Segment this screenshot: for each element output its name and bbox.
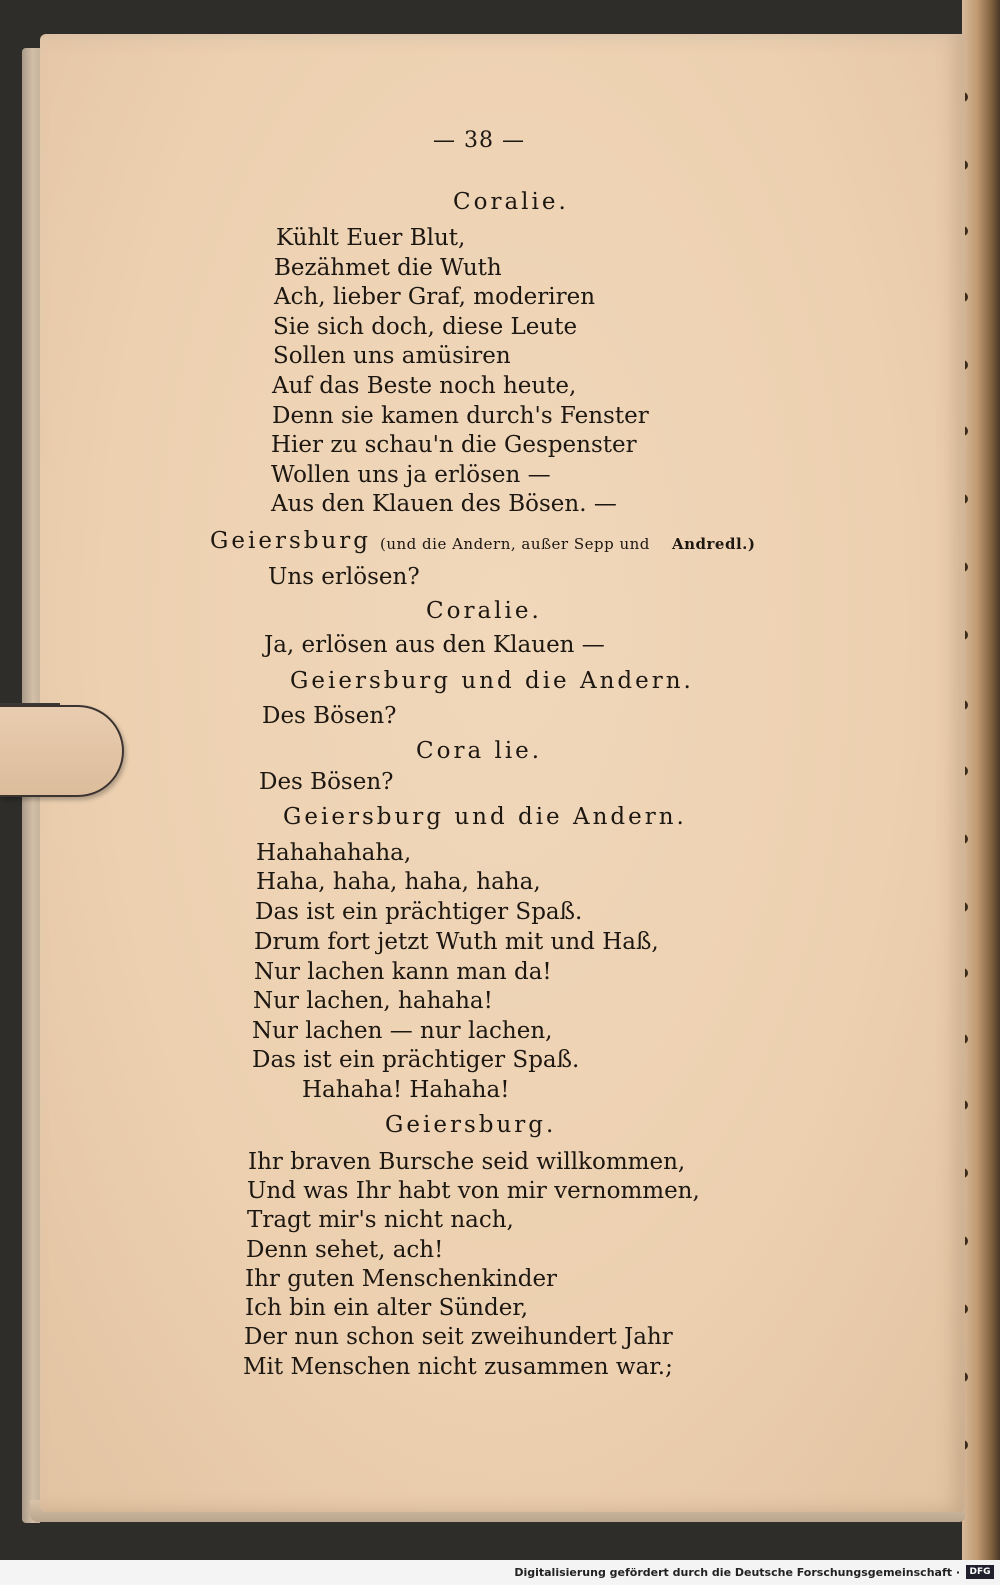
verse-line: Bezähmet die Wuth <box>274 255 502 281</box>
stage-direction: Andredl.) <box>672 535 756 553</box>
stage-direction: (und die Andern, außer Sepp und <box>380 535 650 553</box>
verse-line: Und was Ihr habt von mir vernommen, <box>247 1178 700 1204</box>
verse-line: Mit Menschen nicht zusammen war.; <box>243 1354 673 1380</box>
verse-line: Denn sehet, ach! <box>246 1237 444 1263</box>
verse-line: Des Bösen? <box>262 703 397 729</box>
verse-line: Nur lachen kann man da! <box>254 959 552 985</box>
verse-line: Ja, erlösen aus den Klauen — <box>264 632 605 658</box>
speaker-name: Coralie. <box>426 598 542 624</box>
verse-line: Kühlt Euer Blut, <box>276 225 466 251</box>
speaker-name: Geiersburg und die Andern. <box>283 804 687 830</box>
verse-line: Aus den Klauen des Bösen. — <box>271 491 617 517</box>
speaker-name: Geiersburg. <box>385 1112 557 1138</box>
verse-line: Ihr guten Menschenkinder <box>245 1266 558 1292</box>
verse-line: Nur lachen, hahaha! <box>253 988 493 1014</box>
verse-line: Wollen uns ja erlösen — <box>271 462 551 488</box>
speaker-name: Geiersburg und die Andern. <box>290 668 694 694</box>
verse-line: Haha, haha, haha, haha, <box>256 869 541 895</box>
speaker-name: Geiersburg <box>210 528 372 554</box>
dfg-logo: DFG <box>966 1565 994 1579</box>
verse-line: Ich bin ein alter Sünder, <box>245 1295 529 1321</box>
verse-line: Denn sie kamen durch's Fenster <box>272 403 649 429</box>
verse-line: Tragt mir's nicht nach, <box>247 1207 514 1233</box>
verse-line: Ach, lieber Graf, moderiren <box>274 284 596 310</box>
speaker-name: Coralie. <box>453 189 569 215</box>
verse-line: Auf das Beste noch heute, <box>272 373 577 399</box>
verse-line: Drum fort jetzt Wuth mit und Haß, <box>254 929 659 955</box>
verse-line: Ihr braven Bursche seid willkommen, <box>248 1149 686 1175</box>
verse-line: Nur lachen — nur lachen, <box>252 1018 553 1044</box>
verse-line: Uns erlösen? <box>268 564 420 590</box>
book-binding <box>962 0 1000 1560</box>
verse-line: Sollen uns amüsiren <box>273 343 511 369</box>
speaker-name: Cora lie. <box>416 738 543 764</box>
verse-line: Sie sich doch, diese Leute <box>273 314 578 340</box>
verse-line: Das ist ein prächtiger Spaß. <box>255 899 583 925</box>
verse-line: Hahahahaha, <box>256 840 412 866</box>
verse-line: Das ist ein prächtiger Spaß. <box>252 1047 580 1073</box>
footer-credit: Digitalisierung gefördert durch die Deutsche Forschungsgemeinschaft · <box>514 1566 960 1579</box>
verse-line: Hahaha! Hahaha! <box>302 1077 510 1103</box>
verse-line: Der nun schon seit zweihundert Jahr <box>244 1324 673 1350</box>
page-number: — 38 — <box>433 128 525 153</box>
verse-line: Des Bösen? <box>259 769 394 795</box>
verse-line: Hier zu schau'n die Gespenster <box>271 432 637 458</box>
